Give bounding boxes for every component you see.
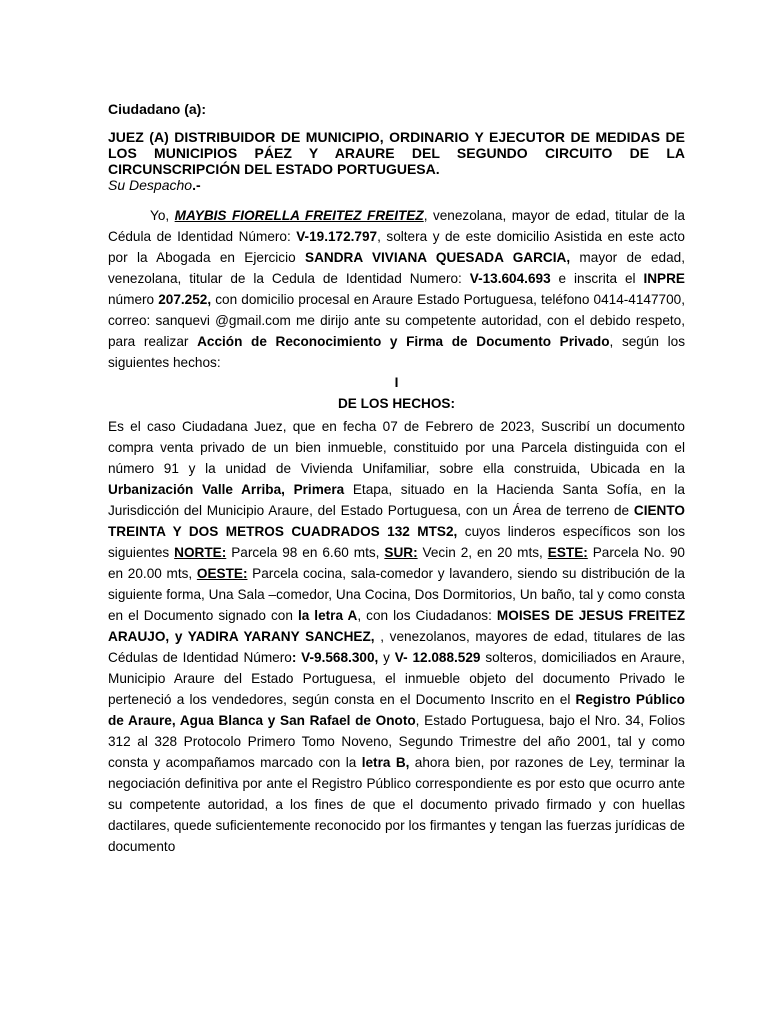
facts-text: solteros, domiciliados en Araure, Municipio Araure del Estado Portuguesa, el inmueble objeto del documento Privado le perteneció a los vendedores, según consta en el Documento Inscrito en el	[108, 650, 685, 707]
section-number: I	[394, 375, 399, 390]
facts-text: cuyos linderos específicos son los siguientes	[108, 524, 685, 560]
despacho-text: Su Despacho	[108, 177, 193, 193]
facts-text: Parcela No. 90 en 20.00 mts,	[108, 545, 685, 581]
petitioner-id: V-19.172.797	[296, 229, 378, 244]
intro-text: mayor de edad, venezolana, titular de la Cedula de Identidad Numero:	[108, 250, 685, 286]
inpre-label: INPRE	[643, 271, 685, 286]
facts-text: Parcela cocina, sala-comedor y lavandero, siendo su distribución de la siguiente forma, Una Sala –comedor, Una Cocina, Dos Dormitorios, Un baño, tal y como consta en el Documento signado con	[108, 566, 685, 623]
facts-text: Parcela 98 en 6.60 mts,	[226, 545, 385, 560]
facts-text: ahora bien, por razones de Ley, terminar la negociación definitiva por ante el Registro Público correspondiente es por esto que ocurro ante su competente autoridad, a los fines de que el documento privado firmado y con huellas dactilares, quede suficientemente reconocido por los firmantes y tengan las fuerzas jurídicas de documento	[108, 755, 685, 854]
petitioner-name: MAYBIS FIORELLA FREITEZ FREITEZ	[174, 208, 424, 223]
facts-text: Vecin 2, en 20 mts,	[417, 545, 548, 560]
lawyer-id: V-13.604.693	[469, 271, 551, 286]
boundary-east-label: ESTE:	[547, 545, 588, 560]
addressee: JUEZ (A) DISTRIBUIDOR DE MUNICIPIO, ORDINARIO Y EJECUTOR DE MEDIDAS DE LOS MUNICIPIOS PÁEZ Y ARAURE DEL SEGUNDO CIRCUITO DE LA CIRCUNSCRIPCIÓN DEL ESTADO PORTUGUESA.	[108, 129, 685, 177]
facts-text: , venezolanos, mayores de edad, titulares de las Cédulas de Identidad Número	[108, 629, 685, 665]
salutation: Ciudadano (a):	[108, 101, 206, 117]
seller-id-2: V- 12.088.529	[394, 650, 481, 665]
sellers-names: MOISES DE JESUS FREITEZ ARAUJO, y YADIRA YARANY SANCHEZ,	[108, 608, 686, 644]
facts-text: , con los Ciudadanos:	[357, 608, 497, 623]
intro-text: con domicilio procesal en Araure Estado Portuguesa, teléfono 0414-4147700, correo: sanquevi @gmail.com me dirijo ante su competente autoridad, con el debido respeto, para realizar	[108, 292, 686, 349]
facts-text: Etapa, situado en la Hacienda Santa Sofía, en la Jurisdicción del Municipio Araure, del Estado Portuguesa, con un Área de terreno de	[108, 482, 685, 518]
intro-text: , según los siguientes hechos:	[108, 334, 685, 370]
land-area: CIENTO TREINTA Y DOS METROS CUADRADOS 132 MTS2,	[108, 503, 685, 539]
boundary-west-label: OESTE:	[196, 566, 248, 581]
despacho-suffix: .-	[192, 177, 201, 193]
urbanization-name: Urbanización Valle Arriba, Primera	[108, 482, 345, 497]
intro-text: Yo,	[150, 208, 175, 223]
action-title: Acción de Reconocimiento y Firma de Documento Privado	[197, 334, 610, 349]
registry-name: Registro Público de Araure, Agua Blanca y San Rafael de Onoto	[108, 692, 685, 728]
facts-text: y	[378, 650, 395, 665]
seller-id-1: : V-9.568.300,	[291, 650, 379, 665]
facts-paragraph	[108, 416, 685, 857]
facts-text: , Estado Portuguesa, bajo el Nro. 34, Folios 312 al 328 Protocolo Primero Tomo Noveno, Segundo Trimestre del año 2001, tal y como consta y acompañamos marcado con la	[108, 713, 685, 770]
inpre-number: 207.252,	[158, 292, 212, 307]
exhibit-b-label: letra B,	[361, 755, 410, 770]
boundary-south-label: SUR:	[384, 545, 418, 560]
boundary-north-label: NORTE:	[174, 545, 227, 560]
intro-paragraph	[108, 205, 685, 373]
exhibit-a-label: la letra A	[297, 608, 358, 623]
facts-text: Es el caso Ciudadana Juez, que en fecha 07 de Febrero de 2023, Suscribí un documento compra venta privado de un bien inmueble, constituido por una Parcela distinguida con el número 91 y la unidad de Vivienda Unifamiliar, sobre ella construida, Ubicada en la	[108, 419, 685, 476]
intro-text: e inscrita el	[550, 271, 644, 286]
section-title: DE LOS HECHOS:	[337, 396, 456, 411]
intro-text: número	[108, 292, 159, 307]
despacho-line	[108, 177, 201, 193]
intro-text: , soltera y de este domicilio Asistida en este acto por la Abogada en Ejercicio	[108, 229, 685, 265]
intro-text: , venezolana, mayor de edad, titular de la Cédula de Identidad Número:	[108, 208, 685, 244]
lawyer-name: SANDRA VIVIANA QUESADA GARCIA,	[305, 250, 571, 265]
